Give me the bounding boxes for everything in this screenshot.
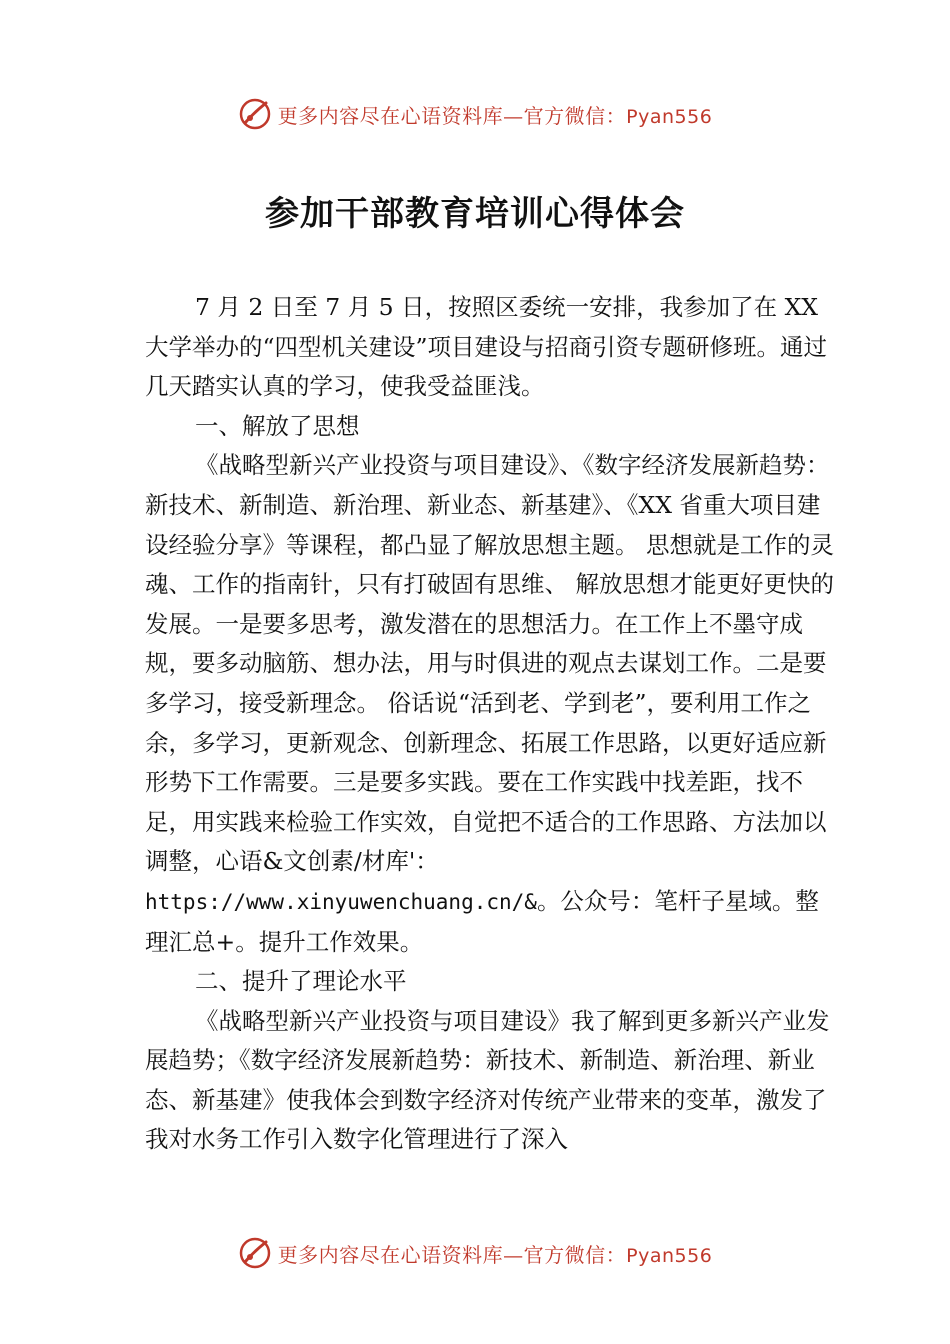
section-heading-2: 二、提升了理论水平 [195, 967, 407, 996]
footer-watermark [0, 1233, 950, 1273]
brush-logo-icon [238, 1236, 272, 1270]
document-title: 参加干部教育培训心得体会 [265, 194, 685, 234]
brush-logo-icon [238, 97, 272, 131]
section-2-paragraph: 《战略型新兴产业投资与项目建设》我了解到更多新兴产业发展趋势；《数字经济发展新趋势：新技术、新制造、新治理、新业态、新基建》使我体会到数字经济对传统产业带来的变革，激发了我对水务工作引入数字化管理进行了深入 [145, 1006, 830, 1154]
watermark-text: 更多内容尽在心语资料库—官方微信：Pyan556 [277, 1242, 713, 1267]
header-watermark [0, 94, 950, 134]
section-1-paragraph: 《战略型新兴产业投资与项目建设》、《数字经济发展新趋势：新技术、新制造、新治理、新业态、新基建》、《XX 省重大项目建设经验分享》等课程，都凸显了解放思想主题。 思想就是工作的灵魂、工作的指南针，只有打破固有思维、 解放思想才能更好更快的发展。一是要多思考，激发潜在的思想活力。在工作上不墨守成规，要多动脑筋、想办法，用与时俱进的观点去谋划工作。二是要多学习，接受新理念。 俗话说“活到老、学到老”，要利用工作之余，多学习，更新观念、创新理念、拓展工作思路，以更好适应新形势下工作需要。三是要多实践。要在工作实践中找差距，找不足，用实践来检验工作实效，自觉把不适合的工作思路、方法加以调整，心语&文创素/材库'：https://www.xinyuwenchuang.cn/&。公众号：笔杆子星域。整理汇总+。提升工作效果。 [145, 451, 834, 956]
watermark-text: 更多内容尽在心语资料库—官方微信：Pyan556 [277, 103, 713, 128]
section-heading-1: 一、解放了思想 [195, 411, 360, 440]
resource-link[interactable]: https://www.xinyuwenchuang.cn/& [145, 889, 537, 914]
document-body [145, 288, 835, 1160]
intro-paragraph: 7 月 2 日至 7 月 5 日，按照区委统一安排，我参加了在 XX 大学举办的“四型机关建设”项目建设与招商引资专题研修班。通过几天踏实认真的学习，使我受益匪浅。 [145, 293, 828, 401]
